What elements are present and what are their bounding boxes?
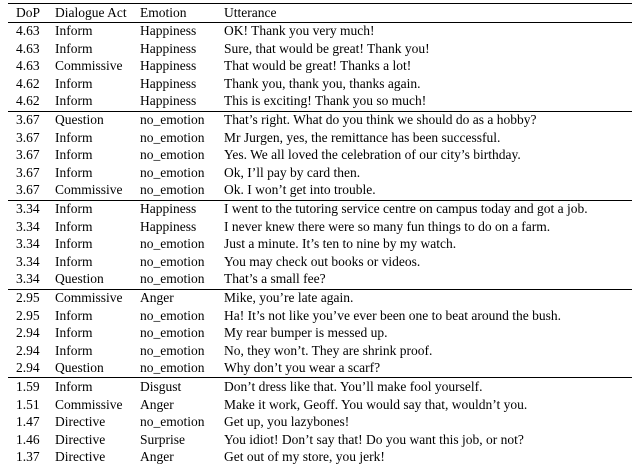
cell-dop: 3.34 bbox=[16, 253, 40, 269]
cell-dialogue-act: Question bbox=[55, 360, 104, 376]
cell-utterance: My rear bumper is messed up. bbox=[224, 325, 388, 341]
cell-utterance: Get out of my store, you jerk! bbox=[224, 449, 385, 465]
cell-dop: 3.34 bbox=[16, 271, 40, 287]
cell-utterance: Sure, that would be great! Thank you! bbox=[224, 40, 430, 56]
cell-dialogue-act: Inform bbox=[55, 253, 93, 269]
cell-dop: 2.95 bbox=[16, 290, 40, 305]
cell-emotion: no_emotion bbox=[140, 360, 205, 376]
cell-utterance: Make it work, Geoff. You would say that, wouldn’t you. bbox=[224, 396, 528, 412]
cell-emotion: no_emotion bbox=[140, 307, 205, 323]
column-header-emotion: Emotion bbox=[140, 4, 187, 20]
cell-dialogue-act: Inform bbox=[55, 236, 93, 252]
cell-utterance: Don’t dress like that. You’ll make fool yourself. bbox=[224, 378, 483, 394]
cell-emotion: no_emotion bbox=[140, 342, 205, 358]
cell-emotion: Anger bbox=[140, 396, 174, 412]
cell-dop: 2.94 bbox=[16, 342, 40, 358]
cell-dialogue-act: Question bbox=[55, 271, 104, 287]
cell-utterance: Ok, I’ll pay by card then. bbox=[224, 164, 361, 180]
dialogue-table bbox=[8, 3, 632, 465]
cell-emotion: no_emotion bbox=[140, 112, 205, 128]
header-row bbox=[8, 4, 632, 23]
cell-dialogue-act: Commissive bbox=[55, 396, 123, 412]
table-row bbox=[8, 360, 632, 378]
cell-dialogue-act: Directive bbox=[55, 431, 106, 447]
cell-dop: 1.46 bbox=[16, 431, 40, 447]
cell-utterance: That would be great! Thanks a lot! bbox=[224, 58, 412, 74]
cell-dop: 4.63 bbox=[16, 40, 40, 56]
cell-emotion: Anger bbox=[140, 290, 174, 305]
cell-dialogue-act: Inform bbox=[55, 147, 93, 163]
cell-dop: 1.47 bbox=[16, 414, 40, 430]
table-row bbox=[8, 147, 632, 165]
cell-utterance: That’s right. What do you think we should do as a hobby? bbox=[224, 112, 537, 128]
cell-dialogue-act: Inform bbox=[55, 325, 93, 341]
cell-emotion: Happiness bbox=[140, 40, 197, 56]
cell-dop: 3.67 bbox=[16, 182, 40, 198]
table-row bbox=[8, 342, 632, 360]
cell-emotion: Surprise bbox=[140, 431, 185, 447]
cell-emotion: Happiness bbox=[140, 93, 197, 109]
table-row bbox=[8, 111, 632, 129]
table-row bbox=[8, 129, 632, 147]
cell-dialogue-act: Inform bbox=[55, 129, 93, 145]
cell-emotion: no_emotion bbox=[140, 414, 205, 430]
cell-emotion: Happiness bbox=[140, 201, 197, 217]
cell-dialogue-act: Inform bbox=[55, 164, 93, 180]
cell-emotion: no_emotion bbox=[140, 182, 205, 198]
table-row bbox=[8, 449, 632, 465]
table-row bbox=[8, 200, 632, 218]
cell-dop: 3.67 bbox=[16, 164, 40, 180]
cell-emotion: no_emotion bbox=[140, 147, 205, 163]
cell-dialogue-act: Question bbox=[55, 112, 104, 128]
cell-dialogue-act: Inform bbox=[55, 93, 93, 109]
cell-dialogue-act: Inform bbox=[55, 201, 93, 217]
cell-dop: 4.63 bbox=[16, 58, 40, 74]
cell-dialogue-act: Commissive bbox=[55, 290, 123, 305]
table-row bbox=[8, 22, 632, 40]
cell-dop: 1.37 bbox=[16, 449, 40, 465]
cell-utterance: Get up, you lazybones! bbox=[224, 414, 350, 430]
row-group bbox=[8, 378, 632, 465]
column-header-dialogue-act: Dialogue Act bbox=[55, 4, 127, 20]
cell-emotion: no_emotion bbox=[140, 164, 205, 180]
column-header-utterance: Utterance bbox=[224, 4, 277, 20]
table-row bbox=[8, 378, 632, 396]
table-row bbox=[8, 414, 632, 432]
table-row bbox=[8, 289, 632, 307]
cell-dialogue-act: Inform bbox=[55, 307, 93, 323]
cell-dialogue-act: Inform bbox=[55, 40, 93, 56]
cell-dialogue-act: Inform bbox=[55, 218, 93, 234]
cell-dop: 3.67 bbox=[16, 112, 40, 128]
table-row bbox=[8, 93, 632, 111]
cell-dialogue-act: Inform bbox=[55, 378, 93, 394]
cell-utterance: I went to the tutoring service centre on campus today and got a job. bbox=[224, 201, 588, 217]
cell-utterance: You may check out books or videos. bbox=[224, 253, 421, 269]
cell-dop: 3.67 bbox=[16, 129, 40, 145]
row-group bbox=[8, 289, 632, 378]
table-row bbox=[8, 307, 632, 325]
cell-utterance: You idiot! Don’t say that! Do you want this job, or not? bbox=[224, 431, 524, 447]
cell-emotion: Happiness bbox=[140, 58, 197, 74]
table-header bbox=[8, 4, 632, 23]
cell-emotion: Anger bbox=[140, 449, 174, 465]
table-row bbox=[8, 40, 632, 58]
table-row bbox=[8, 236, 632, 254]
cell-emotion: Happiness bbox=[140, 75, 197, 91]
cell-utterance: Ok. I won’t get into trouble. bbox=[224, 182, 376, 198]
cell-utterance: Mr Jurgen, yes, the remittance has been successful. bbox=[224, 129, 501, 145]
cell-dop: 2.95 bbox=[16, 307, 40, 323]
cell-dop: 1.59 bbox=[16, 378, 40, 394]
table-row bbox=[8, 396, 632, 414]
cell-utterance: I never knew there were so many fun things to do on a farm. bbox=[224, 218, 551, 234]
cell-dop: 1.51 bbox=[16, 396, 40, 412]
cell-utterance: That’s a small fee? bbox=[224, 271, 326, 287]
cell-utterance: Thank you, thank you, thanks again. bbox=[224, 75, 421, 91]
cell-emotion: no_emotion bbox=[140, 129, 205, 145]
cell-dop: 3.34 bbox=[16, 236, 40, 252]
cell-dop: 3.34 bbox=[16, 218, 40, 234]
table-row bbox=[8, 218, 632, 236]
cell-utterance: Mike, you’re late again. bbox=[224, 290, 354, 305]
table-row bbox=[8, 58, 632, 76]
cell-dop: 2.94 bbox=[16, 325, 40, 341]
cell-emotion: no_emotion bbox=[140, 253, 205, 269]
cell-utterance: Ha! It’s not like you’ve ever been one to beat around the bush. bbox=[224, 307, 562, 323]
cell-utterance: Why don’t you wear a scarf? bbox=[224, 360, 381, 376]
table-row bbox=[8, 431, 632, 449]
cell-utterance: This is exciting! Thank you so much! bbox=[224, 93, 427, 109]
cell-dop: 4.63 bbox=[16, 23, 40, 39]
cell-dialogue-act: Commissive bbox=[55, 58, 123, 74]
cell-utterance: No, they won’t. They are shrink proof. bbox=[224, 342, 433, 358]
cell-dialogue-act: Directive bbox=[55, 449, 106, 465]
cell-utterance: OK! Thank you very much! bbox=[224, 23, 375, 39]
cell-dop: 4.62 bbox=[16, 75, 40, 91]
row-group bbox=[8, 111, 632, 200]
cell-dialogue-act: Inform bbox=[55, 23, 93, 39]
row-group bbox=[8, 200, 632, 289]
cell-emotion: no_emotion bbox=[140, 271, 205, 287]
table-row bbox=[8, 164, 632, 182]
cell-dialogue-act: Directive bbox=[55, 414, 106, 430]
cell-dialogue-act: Inform bbox=[55, 342, 93, 358]
column-header-dop: DoP bbox=[16, 4, 41, 20]
table-row bbox=[8, 75, 632, 93]
cell-emotion: Disgust bbox=[140, 378, 182, 394]
table-row bbox=[8, 253, 632, 271]
table-row bbox=[8, 182, 632, 200]
cell-dop: 3.34 bbox=[16, 201, 40, 217]
cell-emotion: Happiness bbox=[140, 218, 197, 234]
cell-emotion: no_emotion bbox=[140, 325, 205, 341]
table-row bbox=[8, 271, 632, 289]
cell-dop: 4.62 bbox=[16, 93, 40, 109]
row-group bbox=[8, 22, 632, 111]
cell-utterance: Just a minute. It’s ten to nine by my watch. bbox=[224, 236, 457, 252]
table-row bbox=[8, 325, 632, 343]
cell-emotion: no_emotion bbox=[140, 236, 205, 252]
cell-dop: 3.67 bbox=[16, 147, 40, 163]
cell-utterance: Yes. We all loved the celebration of our city’s birthday. bbox=[224, 147, 521, 163]
cell-emotion: Happiness bbox=[140, 23, 197, 39]
cell-dialogue-act: Inform bbox=[55, 75, 93, 91]
cell-dop: 2.94 bbox=[16, 360, 40, 376]
cell-dialogue-act: Commissive bbox=[55, 182, 123, 198]
